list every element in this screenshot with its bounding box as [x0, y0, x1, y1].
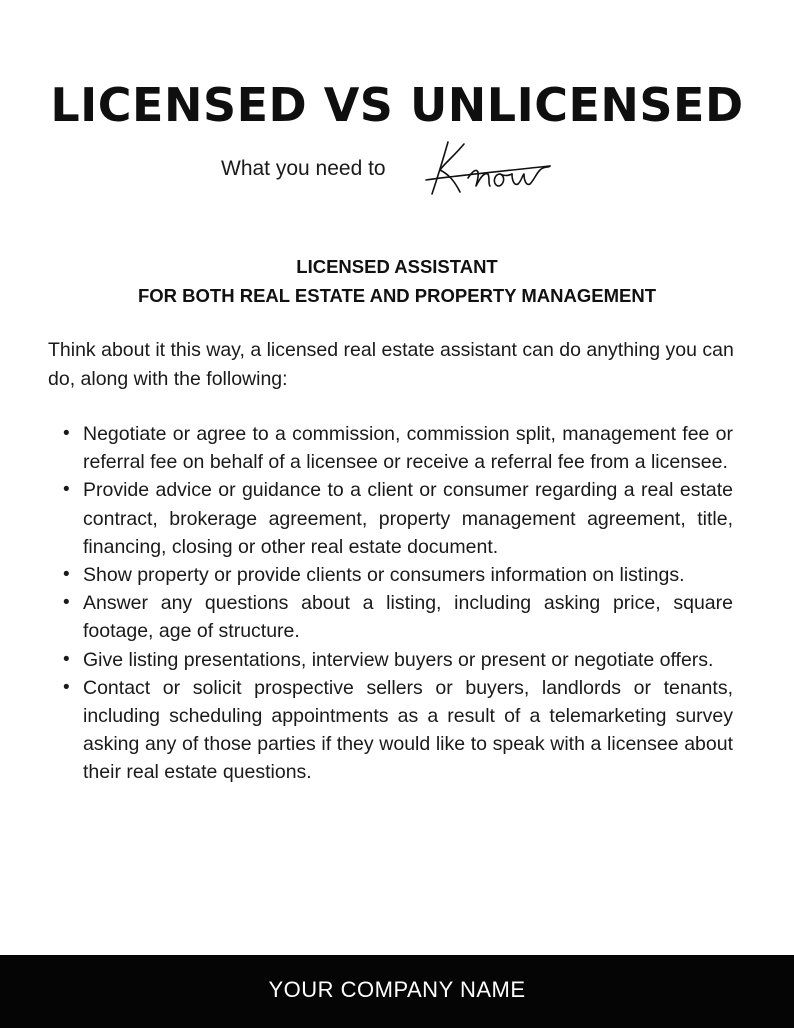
- list-item-text: Answer any questions about a listing, including asking price, square footage, age of structure.: [83, 592, 733, 643]
- bullet-list: [63, 420, 733, 787]
- bullet-icon: •: [63, 592, 70, 614]
- bullet-icon: •: [63, 676, 70, 698]
- list-item-text: Show property or provide clients or consumers information on listings.: [83, 564, 685, 587]
- bullet-icon: •: [63, 564, 70, 586]
- know-script-graphic: [424, 136, 554, 200]
- list-item-text: Negotiate or agree to a commission, commission split, management fee or referral fee on behalf of a licensee or receive a referral fee from a licensee.: [83, 423, 733, 474]
- list-item: [63, 674, 733, 787]
- intro-paragraph: Think about it this way, a licensed real estate assistant can do anything you can do, along with the following:: [48, 339, 734, 390]
- section-heading-line2: FOR BOTH REAL ESTATE AND PROPERTY MANAGEMENT: [137, 285, 657, 306]
- list-item-text: Give listing presentations, interview buyers or present or negotiate offers.: [83, 648, 714, 671]
- list-item: [63, 646, 733, 674]
- list-item: [63, 589, 733, 645]
- subtitle-script-word: [424, 136, 554, 204]
- subtitle: [0, 130, 794, 200]
- list-item: [63, 476, 733, 561]
- company-name: YOUR COMPANY NAME: [268, 977, 526, 1002]
- list-item-text: Provide advice or guidance to a client or consumer regarding a real estate contract, brokerage agreement, property management agreement, title, financing, closing or other real estate document.: [83, 479, 733, 558]
- section-heading: [0, 252, 794, 310]
- bullet-icon: •: [63, 479, 70, 501]
- page-title: LICENSED VS UNLICENSED: [50, 78, 744, 132]
- subtitle-text: What you need to: [221, 157, 386, 180]
- list-item: [63, 420, 733, 476]
- bullet-icon: •: [63, 423, 70, 444]
- list-item: [63, 561, 733, 589]
- bullet-icon: •: [63, 648, 70, 670]
- section-heading-line1: LICENSED ASSISTANT: [296, 256, 498, 277]
- list-item-text: Contact or solicit prospective sellers or buyers, landlords or tenants, including scheduling appointments as a result of a telemarketing survey asking any of those parties if they would like to speak with a licensee about their real estate questions.: [83, 676, 733, 784]
- footer-bar: [0, 955, 794, 1028]
